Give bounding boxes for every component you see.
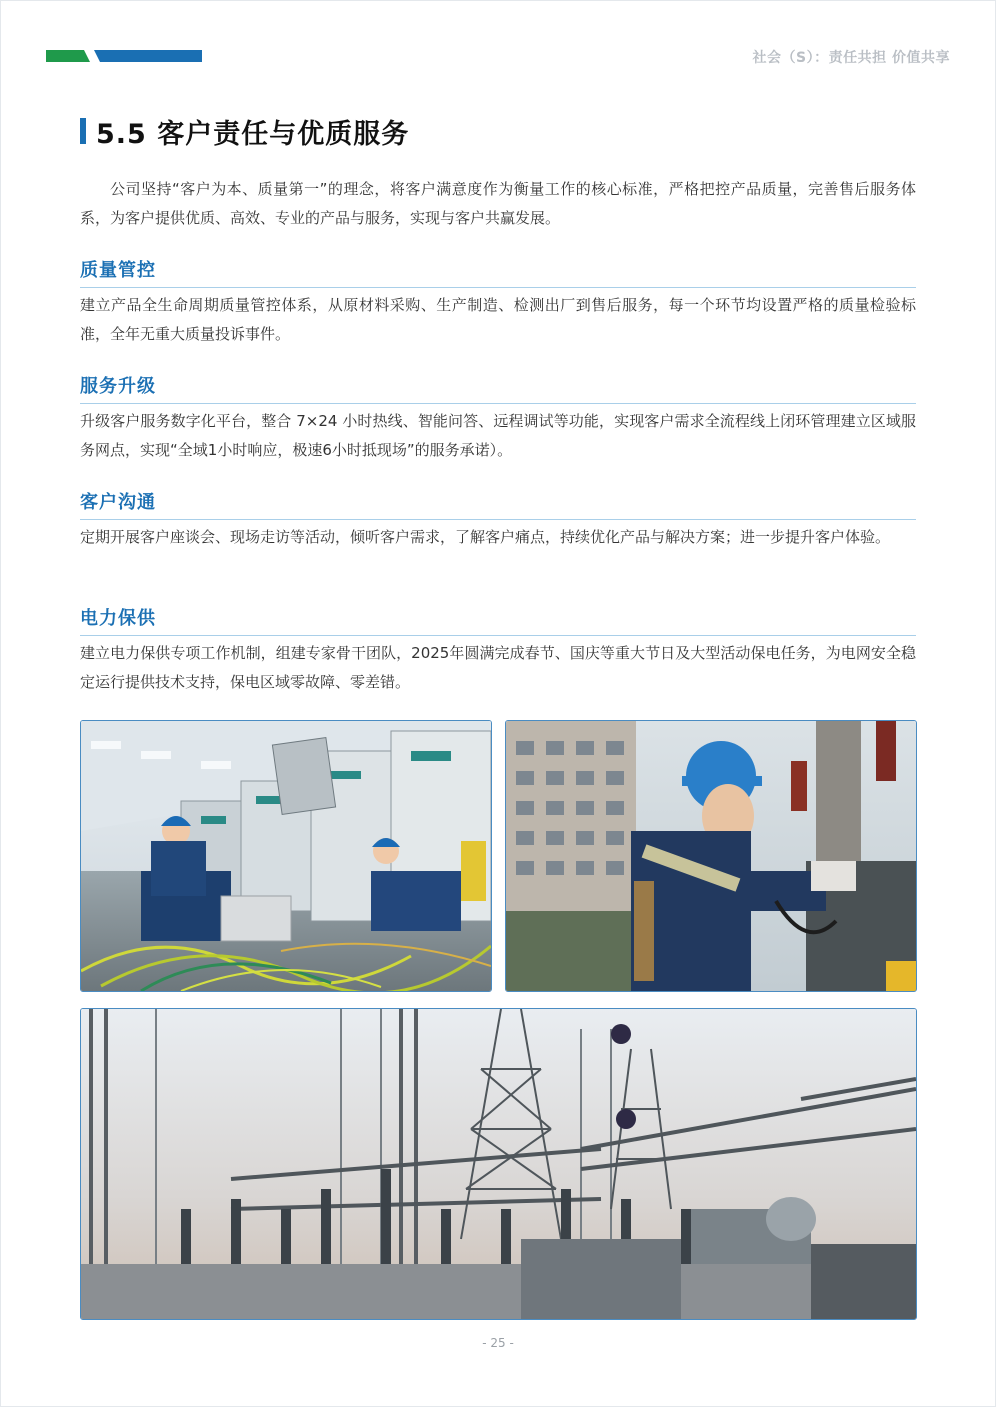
subsection-body: 建立产品全生命周期质量管控体系，从原材料采购、生产制造、检测出厂到售后服务，每一个环节均设置严格的质量检验标准，全年无重大质量投诉事件。 [80, 296, 916, 343]
intro-paragraph: 公司坚持“客户为本、质量第一”的理念，将客户满意度作为衡量工作的核心标准，严格把控产品质量，完善售后服务体系，为客户提供优质、高效、专业的产品与服务，实现与客户共赢发展。 [80, 180, 916, 227]
page-title: 5.5 客户责任与优质服务 [96, 118, 410, 150]
subsection-service-upgrade [80, 373, 916, 465]
header-section-label: 社会（S）：责任共担 价值共享 [752, 50, 950, 66]
photo-lineman-working [505, 720, 917, 992]
section-heading [80, 114, 409, 148]
subsection-body: 升级客户服务数字化平台，整合 7×24 小时热线、智能问答、远程调试等功能，实现客户需求全流程线上闭环管理建立区域服务网点，实现“全域1小时响应，极速6小时抵现场”的服务承诺）。 [80, 412, 916, 459]
subsection-title: 质量管控 [80, 260, 156, 281]
subsection-title: 客户沟通 [80, 492, 156, 513]
header-color-bar [46, 50, 202, 62]
subsection-title: 电力保供 [80, 608, 156, 629]
subsection-customer-communication [80, 489, 916, 552]
subsection-power-supply-guarantee [80, 605, 916, 697]
subsection-divider [80, 635, 916, 636]
heading-marker [80, 118, 86, 144]
subsection-divider [80, 287, 916, 288]
subsection-divider [80, 519, 916, 520]
subsection-body: 建立电力保供专项工作机制，组建专家骨干团队，2025年圆满完成春节、国庆等重大节日及大型活动保电任务，为电网安全稳定运行提供技术支持，保电区域零故障、零差错。 [80, 644, 916, 691]
subsection-quality-control [80, 257, 916, 349]
subsection-title: 服务升级 [80, 376, 156, 397]
photo-switchgear-workers [80, 720, 492, 992]
subsection-divider [80, 403, 916, 404]
subsection-body: 定期开展客户座谈会、现场走访等活动，倾听客户需求，了解客户痛点，持续优化产品与解决方案；进一步提升客户体验。 [80, 528, 891, 546]
page-number: - 25 - [482, 1336, 514, 1350]
photo-substation [80, 1008, 917, 1320]
